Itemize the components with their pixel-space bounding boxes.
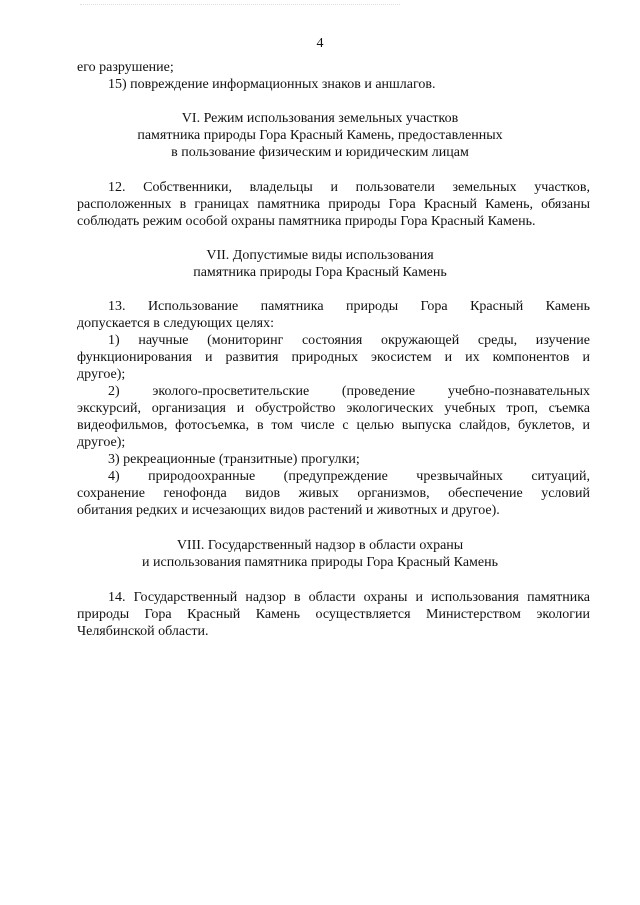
paragraph-12-line: соблюдать режим особой охраны памятника природы Гора Красный Камень. [77,214,536,229]
paragraph-14-line: природы Гора Красный Камень осуществляется Министерством экологии [77,607,590,622]
section-8-heading-line: VIII. Государственный надзор в области охраны [176,538,464,553]
paragraph-12-line: 12. Собственники, владельцы и пользователи земельных участков, [108,180,590,195]
paragraph-12-line: расположенных в границах памятника природы Гора Красный Камень, обязаны [77,197,590,212]
list-item-1: функционирования и развития природных экосистем и их компонентов и [77,350,590,365]
list-item-2: другое); [77,435,126,450]
section-6-heading-line: VI. Режим использования земельных участков [181,111,459,126]
list-item-1: 1) научные (мониторинг состояния окружающей среды, изучение [108,333,590,348]
list-item-1: другое); [77,367,126,382]
section-8-heading-line: и использования памятника природы Гора Красный Камень [142,555,498,570]
section-6-heading-line: в пользование физическим и юридическим лицам [171,145,469,160]
list-item-2: видеофильмов, фотосъемка, в том числе с целью выпуска слайдов, буклетов, и [77,418,590,433]
section-7-heading-line: памятника природы Гора Красный Камень [193,265,447,280]
paragraph-13-line: 13. Использование памятника природы Гора Красный Камень [108,299,590,314]
scan-artifact [80,4,400,7]
list-item-4: сохранение генофонда видов живых организмов, обеспечение условий [77,486,590,501]
paragraph-14-line: 14. Государственный надзор в области охраны и использования памятника [108,590,590,605]
list-item-2: 2) эколого-просветительские (проведение учебно-познавательных [108,384,590,399]
paragraph-14-line: Челябинской области. [77,624,209,639]
page-number: 4 [316,36,324,51]
list-item-4: обитания редких и исчезающих видов растений и животных и другое). [77,503,500,518]
section-7-heading-line: VII. Допустимые виды использования [206,248,434,263]
paragraph-13-line: допускается в следующих целях: [77,316,275,331]
list-item-15: 15) повреждение информационных знаков и аншлагов. [108,77,436,92]
text-line: его разрушение; [77,60,174,75]
list-item-2: экскурсий, организация и обустройство экологических учебных троп, съемка [77,401,590,416]
list-item-3: 3) рекреационные (транзитные) прогулки; [108,452,360,467]
list-item-4: 4) природоохранные (предупреждение чрезвычайных ситуаций, [108,469,590,484]
section-6-heading-line: памятника природы Гора Красный Камень, предоставленных [137,128,503,143]
